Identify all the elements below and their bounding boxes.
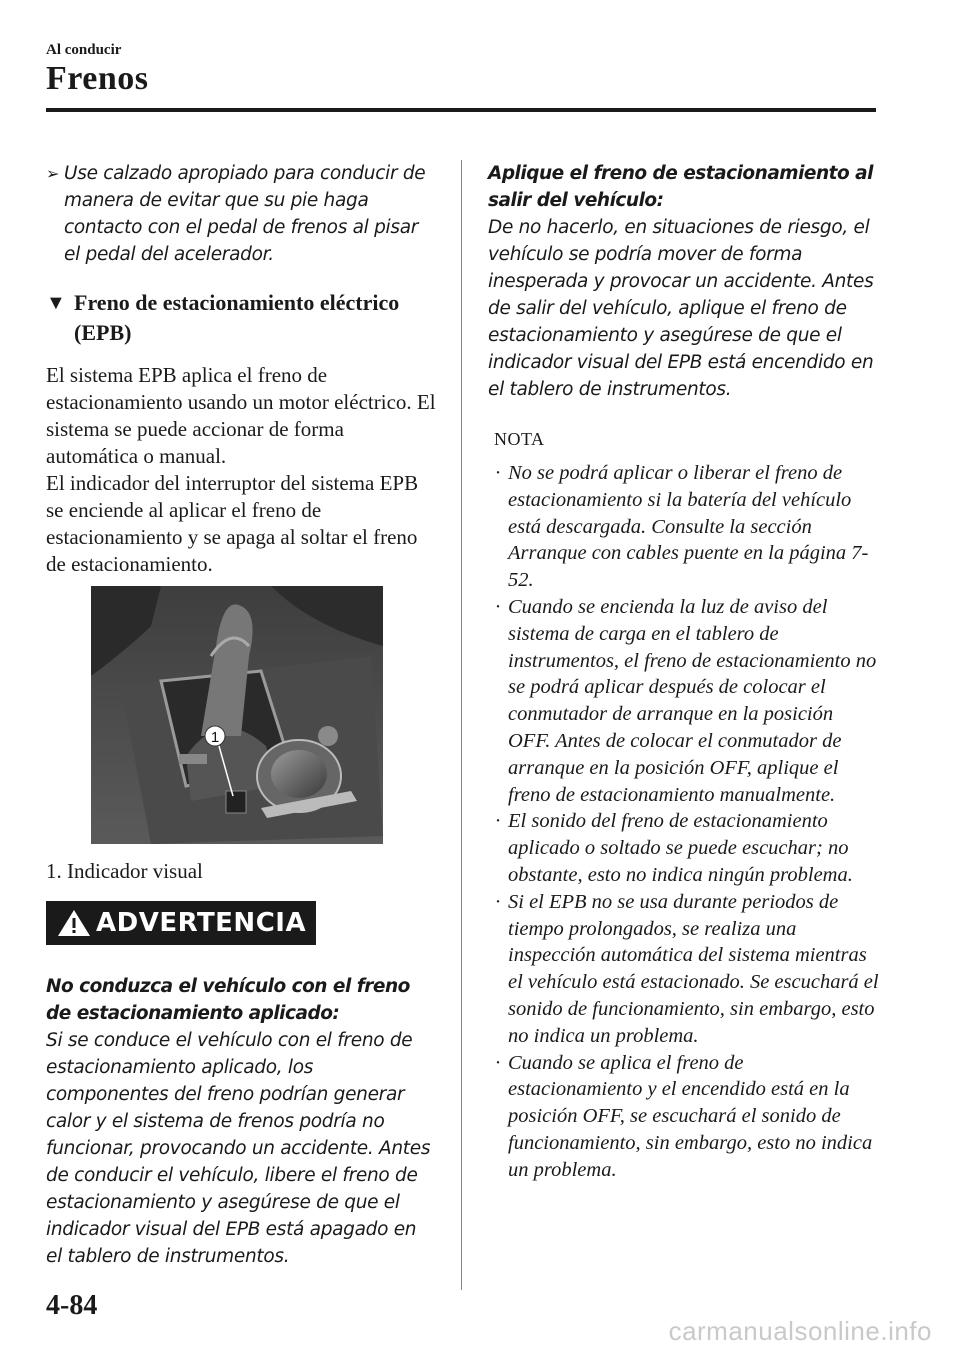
callout-number: 1 [210,729,220,746]
note-item [488,889,880,1050]
note-text: Cuando se encienda la luz de aviso del sistema de carga en el tablero de instrumentos, el freno de estacionamiento no se podrá aplicar después de colocar el conmutador de arranque en la posición OFF. Antes de colocar el conmutador de arranque en la posición OFF, aplique el freno de estacionamiento manualmente. [508,595,877,806]
para-epb-system: El sistema EPB aplica el freno de estacionamiento usando un motor eléctrico. El sistema se puede accionar de forma automática o manual. [46,363,436,468]
bullet-dot-icon: · [494,1051,502,1074]
exit-warning-body: De no hacerlo, en situaciones de riesgo, el vehículo se podría mover de forma inesperada y provocar un accidente. Antes de salir del vehículo, aplique el freno de estacionamiento y asegúrese de que el indicador visual del EPB está encendido en el tablero de instrumentos. [488,217,874,400]
page-number: 4-84 [46,1290,98,1321]
warning-banner [46,901,316,945]
note-item [488,460,880,594]
heading-line-2: (EPB) [74,320,132,345]
tip-item [46,160,436,268]
note-text: Si el EPB no se usa durante periodos de tiempo prolongados, se realiza una inspección automática del sistema mientras el vehículo está estacionado. Se escuchará el sonido de funcionamiento, sin embargo, esto no indica un problema. [508,890,879,1047]
section-heading [46,288,436,348]
warning-title: No conduzca el vehículo con el freno de estacionamiento aplicado: [46,976,410,1024]
bullet-dot-icon: · [494,595,502,618]
intro-paragraph [46,362,436,578]
triangle-down-icon: ▼ [46,292,66,314]
header-rule [46,108,876,112]
exit-warning-title: Aplique el freno de estacionamiento al salir del vehículo: [488,163,873,211]
note-item [488,1050,880,1184]
watermark-link[interactable]: carmanualsonline.info [668,1316,932,1346]
heading-line-1: Freno de estacionamiento eléctrico [74,290,400,315]
section-label: Al conducir [46,42,122,58]
bullet-dot-icon: · [494,890,502,913]
page-title: Frenos [46,60,149,97]
para-epb-indicator: El indicador del interruptor del sistema EPB se enciende al aplicar el freno de estacionamiento y se apaga al soltar el freno de estacionamiento. [46,471,419,576]
warning-content [46,973,436,1270]
note-text: Cuando se aplica el freno de estacionamiento y el encendido está en la posición OFF, se escuchará el sonido de funcionamiento, sin embargo, esto no indica un problema. [508,1051,873,1181]
heading-text [74,288,399,348]
bullet-dot-icon: · [494,462,502,484]
tip-text: Use calzado apropiado para conducir de manera de evitar que su pie haga contacto con el pedal de frenos al pisar el pedal del acelerador. [64,163,426,265]
note-item [488,594,880,808]
bullet-dot-icon: · [494,810,502,833]
warning-body: Si se conduce el vehículo con el freno de estacionamiento aplicado, los componentes del freno podrían generar calor y el sistema de frenos podría no funcionar, provocando un accidente. Antes de conducir el vehículo, libere el freno de estacionamiento y asegúrese de que el indicador visual del EPB está apagado en el tablero de instrumentos. [46,1030,431,1267]
note-item [488,808,880,888]
warning-label: ADVERTENCIA [96,908,307,938]
note-title: NOTA [494,429,545,449]
arrow-bullet-icon: ➢ [46,164,60,183]
right-column [488,160,880,1184]
warning-triangle-icon [56,908,92,938]
epb-console-photo [91,586,383,844]
figure-caption: 1. Indicador visual [46,859,203,883]
left-column [46,160,436,1270]
column-divider [461,160,462,1290]
note-text: No se podrá aplicar o liberar el freno de estacionamiento si la batería del vehículo está descargada. Consulte la sección Arranque con cables puente en la página 7-52. [508,462,869,592]
note-text: El sonido del freno de estacionamiento aplicado o soltado se puede escuchar; no obstante, esto no indica ningún problema. [508,810,853,886]
note-list [488,460,880,1184]
